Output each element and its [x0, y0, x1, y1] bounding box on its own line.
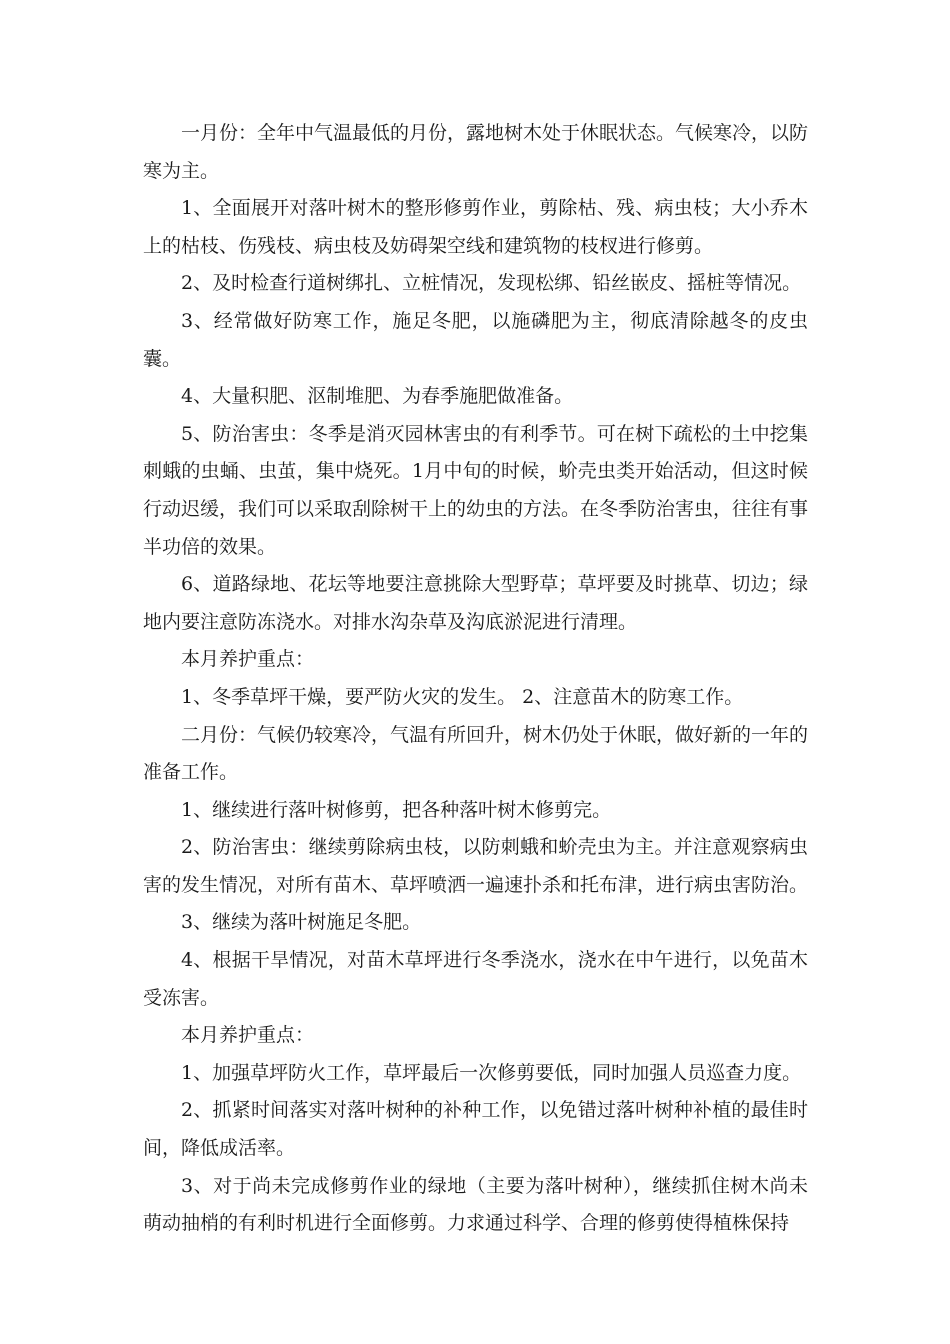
paragraph-january-item-3: 3、经常做好防寒工作，施足冬肥，以施磷肥为主，彻底清除越冬的皮虫囊。	[143, 309, 808, 370]
paragraph-january-item-6: 6、道路绿地、花坛等地要注意挑除大型野草；草坪要及时挑草、切边；绿地内要注意防冻浇水。对排水沟杂草及沟底淤泥进行清理。	[143, 573, 808, 633]
paragraph-february-item-2: 2、防治害虫：继续剪除病虫枝，以防刺蛾和蚧壳虫为主。并注意观察病虫害的发生情况，对所有苗木、草坪喷洒一遍速扑杀和托布津，进行病虫害防治。	[143, 836, 809, 896]
paragraph-february-focus-item-3: 3、对于尚未完成修剪作业的绿地（主要为落叶树种），继续抓住树木尚未萌动抽梢的有利时机进行全面修剪。力求通过科学、合理的修剪使得植株保持	[143, 1174, 808, 1235]
paragraph-february-intro: 二月份：气候仍较寒冷，气温有所回升，树木仍处于休眠，做好新的一年的准备工作。	[143, 723, 809, 784]
paragraph-january-item-1: 1、全面展开对落叶树木的整形修剪作业，剪除枯、残、病虫枝；大小乔木上的枯枝、伤残枝、病虫枝及妨碍架空线和建筑物的枝杈进行修剪。	[143, 197, 808, 257]
paragraph-february-focus-item-1: 1、加强草坪防火工作，草坪最后一次修剪要低，同时加强人员巡查力度。	[181, 1061, 802, 1084]
paragraph-february-focus-item-2: 2、抓紧时间落实对落叶树种的补种工作，以免错过落叶树种补植的最佳时间，降低成活率。	[143, 1099, 808, 1160]
paragraph-february-focus-heading: 本月养护重点：	[181, 1024, 315, 1047]
document-body	[143, 115, 808, 1243]
paragraph-february-item-3: 3、继续为落叶树施足冬肥。	[181, 911, 422, 934]
paragraph-january-intro: 一月份：全年中气温最低的月份，露地树木处于休眠状态。气候寒冷，以防寒为主。	[143, 122, 809, 182]
paragraph-january-item-5: 5、防治害虫：冬季是消灭园林害虫的有利季节。可在树下疏松的土中挖集刺蛾的虫蛹、虫茧，集中烧死。1月中旬的时候，蚧壳虫类开始活动，但这时候行动迟缓，我们可以采取刮除树干上的幼虫的方法。在冬季防治害虫，往往有事半功倍的效果。	[143, 422, 809, 558]
paragraph-february-item-1: 1、继续进行落叶树修剪，把各种落叶树木修剪完。	[181, 798, 612, 821]
paragraph-january-item-4: 4、大量积肥、沤制堆肥、为春季施肥做准备。	[181, 385, 574, 408]
paragraph-january-item-2: 2、及时检查行道树绑扎、立桩情况，发现松绑、铅丝嵌皮、摇桩等情况。	[181, 272, 802, 295]
paragraph-january-focus-heading: 本月养护重点：	[181, 648, 315, 671]
paragraph-february-item-4: 4、根据干旱情况，对苗木草坪进行冬季浇水，浇水在中午进行，以免苗木受冻害。	[143, 949, 808, 1009]
paragraph-january-focus-items: 1、冬季草坪干燥，要严防火灾的发生。 2、注意苗木的防寒工作。	[181, 685, 744, 708]
